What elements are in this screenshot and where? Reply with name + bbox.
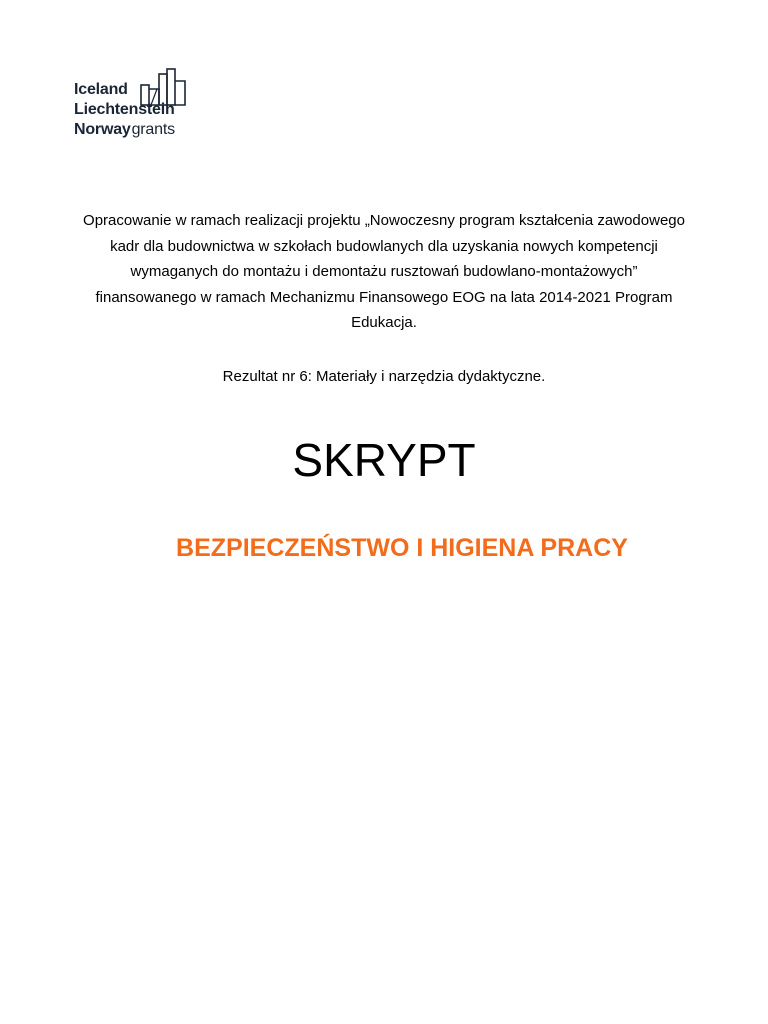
document-title: SKRYPT <box>292 434 476 486</box>
intro-line: Edukacja. <box>351 314 417 331</box>
intro-line: wymaganych do montażu i demontażu rusztowań budowlano-montażowych” <box>130 263 638 280</box>
logo-building-mark-icon <box>140 68 186 106</box>
intro-line: kadr dla budownictwa w szkołach budowlanych dla uzyskania nowych kompetencji <box>110 237 658 255</box>
logo-norway-grants <box>74 120 175 140</box>
document-subtitle: BEZPIECZEŃSTWO I HIGIENA PRACY <box>176 534 628 562</box>
logo-liechtenstein: Liechtenstein <box>74 101 175 118</box>
logo-grants: grants <box>131 121 175 138</box>
logo-norway: Norway <box>74 121 131 138</box>
intro-line: Opracowanie w ramach realizacji projektu „Nowoczesny program kształcenia zawodowego <box>83 212 685 229</box>
intro-paragraph <box>60 208 708 336</box>
eea-norway-grants-logo <box>74 80 204 150</box>
result-statement: Rezultat nr 6: Materiały i narzędzia dydaktyczne. <box>222 368 546 385</box>
logo-iceland: Iceland <box>74 81 128 98</box>
intro-line: finansowanego w ramach Mechanizmu Finansowego EOG na lata 2014-2021 Program <box>95 288 673 306</box>
